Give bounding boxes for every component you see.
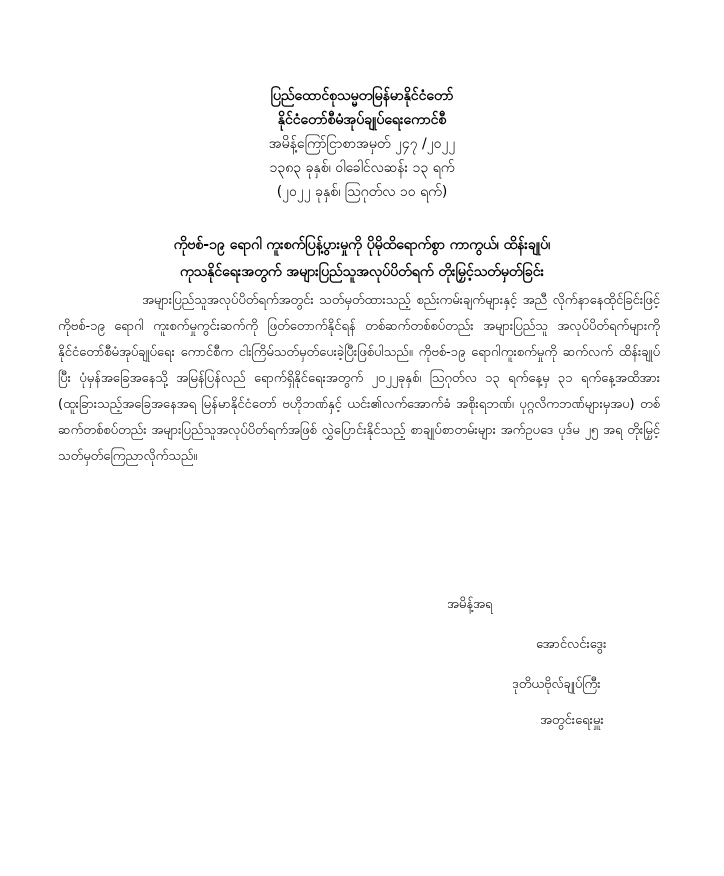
document-header xyxy=(0,84,724,204)
myanmar-date: ၁၃၈၃ ခုနှစ်၊ ဝါခေါင်လဆန်း ၁၃ ရက် xyxy=(269,160,455,176)
signatory-name: အောင်လင်းဒွေး xyxy=(536,637,607,652)
signature-order-label: အမိန့်အရ xyxy=(447,597,493,612)
council-name: နိုင်ငံတော်စီမံအုပ်ချုပ်ရေးကောင်စီ xyxy=(277,112,447,128)
order-number: အမိန့်ကြော်ငြာစာအမှတ် ၂၄၇ /၂၀၂၂ xyxy=(268,136,456,152)
country-name: ပြည်ထောင်စုသမ္မတမြန်မာနိုင်ငံတော် xyxy=(270,88,454,104)
subject-line-2: ကုသနိုင်ရေးအတွက် အများပြည်သူအလုပ်ပိတ်ရက် တိုးမြှင့်သတ်မှတ်ခြင်း xyxy=(179,264,545,280)
signatory-rank: ဒုတိယဗိုလ်ချုပ်ကြီး xyxy=(512,677,601,692)
signatory-title: အတွင်းရေးမှူး xyxy=(540,713,604,728)
gregorian-date: (၂၀၂၂ ခုနှစ်၊ ဩဂုတ်လ ၁၀ ရက်) xyxy=(276,184,448,200)
document-subject xyxy=(0,232,724,286)
announcement-paragraph: အများပြည်သူအလုပ်ပိတ်ရက်အတွင်း သတ်မှတ်ထားသည့် စည်းကမ်းချက်များနှင့် အညီ လိုက်နာနေထိုင်ခြင်းဖြင့် ကိုဗစ်-၁၉ ရောဂါ ကူးစက်မှုကွင်းဆက်ကို ဖြတ်တောက်နိုင်ရန် တစ်ဆက်တစ်စပ်တည်း အများပြည်သူ အလုပ်ပိတ်ရက်များကို နိုင်ငံတော်စီမံအုပ်ချုပ်ရေး ကောင်စီက ငါးကြိမ်သတ်မှတ်ပေးခဲ့ပြီးဖြစ်ပါသည်။ ကိုဗစ်-၁၉ ရောဂါကူးစက်မှုကို ဆက်လက် ထိန်းချုပ်ပြီး ပုံမှန်အခြေအနေသို့ အမြန်ပြန်လည် ရောက်ရှိနိုင်ရေးအတွက် ၂၀၂၂ခုနှစ်၊ ဩဂုတ်လ ၁၃ ရက်နေ့မှ ၃၁ ရက်နေ့အထိအား (ထူးခြားသည့်အခြေအနေအရ မြန်မာနိုင်ငံတော် ဗဟိုဘဏ်နှင့် ယင်း၏လက်အောက်ခံ အစိုးရဘဏ်၊ ပုဂ္ဂလိကဘဏ်များမှအပ) တစ်ဆက်တစ်စပ်တည်း အများပြည်သူအလုပ်ပိတ်ရက်အဖြစ် လွှဲပြောင်းနိုင်သည့် စာချုပ်စာတမ်းများ အက်ဥပဒေ ပုဒ်မ ၂၅ အရ တိုးမြှင့်သတ်မှတ်ကြေညာလိုက်သည်။ xyxy=(58,293,660,464)
subject-line-1: ကိုဗစ်-၁၉ ရောဂါ ကူးစက်ပြန့်ပွားမှုကို ပိုမိုထိရောက်စွာ ကာကွယ်၊ ထိန်းချုပ်၊ xyxy=(173,237,551,253)
